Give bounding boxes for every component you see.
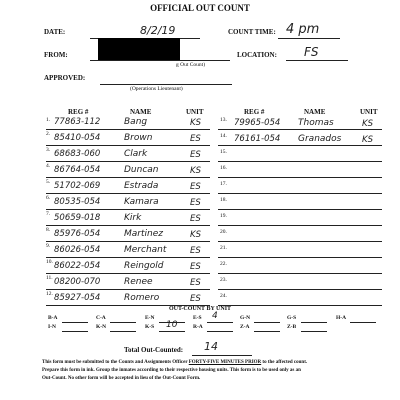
right-row-num: 16. (220, 165, 227, 171)
count-time-line (278, 38, 340, 39)
left-row-num: 5. (46, 179, 51, 185)
right-row-reg: 76161-054 (234, 134, 281, 144)
right-name-header: NAME (304, 108, 326, 116)
left-row-name: Reingold (124, 261, 164, 271)
unit-label-g-n: G-N (240, 315, 251, 321)
right-row-num: 15. (220, 149, 227, 155)
left-row-name: Merchant (124, 245, 167, 255)
unit-value-k-s: 10 (166, 320, 178, 330)
from-line (90, 60, 230, 61)
unit-label-z-b: Z-B (287, 324, 297, 330)
unit-label-g-s: G-S (287, 315, 297, 321)
unit-line-r-a (207, 331, 233, 332)
unit-label-r-a: R-A (193, 324, 203, 330)
left-row-unit: KS (190, 166, 201, 176)
date-label: DATE: (44, 28, 66, 36)
date-value: 8/2/19 (140, 24, 176, 37)
from-caption: g Out Count) (176, 62, 206, 68)
page-title: OFFICIAL OUT COUNT (150, 3, 250, 13)
left-row-unit: ES (190, 262, 201, 272)
left-row-reg: 86764-054 (54, 165, 101, 175)
left-row-line (46, 145, 210, 146)
count-time-label: COUNT TIME: (228, 28, 276, 36)
right-row-line (218, 225, 382, 226)
footer-line-1: This form must be submitted to the Counts and Assignments Officer FORTY-FIVE MINUTES PRIOR to the affected count. (42, 360, 308, 365)
left-row-reg: 08200-070 (54, 277, 101, 287)
right-row-line (218, 241, 382, 242)
left-row-num: 10. (46, 259, 53, 265)
count-time-value: 4 pm (286, 22, 320, 37)
unit-value-e-s: 4 (212, 311, 218, 321)
unit-label-i-n: I-N (48, 324, 56, 330)
left-row-unit: ES (190, 278, 201, 288)
from-label: FROM: (44, 51, 68, 59)
left-row-unit: ES (190, 246, 201, 256)
left-row-name: Clark (124, 149, 148, 159)
left-row-line (46, 193, 210, 194)
unit-line-z-a (254, 331, 280, 332)
left-row-line (46, 161, 210, 162)
left-row-unit: KS (190, 230, 201, 240)
left-row-reg: 85410-054 (54, 133, 101, 143)
right-row-num: 21. (220, 245, 227, 251)
left-row-line (46, 129, 210, 130)
right-row-num: 18. (220, 197, 227, 203)
left-reg-header: REG # (68, 108, 89, 116)
location-line (286, 60, 348, 61)
unit-line-g-n (254, 322, 280, 323)
right-row-reg: 79965-054 (234, 118, 281, 128)
right-row-num: 20. (220, 229, 227, 235)
unit-label-e-n: E-N (145, 315, 155, 321)
total-value: 14 (204, 340, 218, 353)
left-row-name: Estrada (124, 181, 159, 191)
unit-line-k-s (159, 331, 185, 332)
unit-label-k-n: K-N (96, 324, 107, 330)
left-row-reg: 68683-060 (54, 149, 101, 159)
approved-caption: (Operations Lieutenant) (130, 86, 183, 92)
left-row-num: 8. (46, 227, 51, 233)
unit-line-b-a (62, 322, 88, 323)
left-row-num: 1. (46, 117, 51, 123)
right-row-name: Thomas (298, 118, 334, 128)
right-row-unit: KS (362, 135, 373, 145)
right-row-line (218, 209, 382, 210)
left-row-line (46, 225, 210, 226)
left-row-reg: 77863-112 (54, 117, 101, 127)
location-value: FS (304, 45, 319, 59)
left-row-line (46, 177, 210, 178)
right-row-line (218, 193, 382, 194)
right-row-line (218, 129, 382, 130)
right-row-unit: KS (362, 119, 373, 129)
right-row-line (218, 145, 382, 146)
approved-label: APPROVED: (44, 74, 86, 82)
right-row-line (218, 257, 382, 258)
approved-line (100, 84, 232, 85)
left-row-unit: KS (190, 118, 201, 128)
right-row-num: 22. (220, 261, 227, 267)
left-row-line (46, 273, 210, 274)
location-label: LOCATION: (237, 51, 277, 59)
left-row-reg: 86022-054 (54, 261, 101, 271)
left-row-reg: 85927-054 (54, 293, 101, 303)
left-row-num: 2. (46, 131, 51, 137)
unit-label-z-a: Z-A (240, 324, 250, 330)
left-row-unit: ES (190, 150, 201, 160)
footer-line-3: Out-Count. No other form will be accepted in lieu of the Out-Count Form. (42, 376, 201, 381)
left-row-name: Brown (124, 133, 153, 143)
left-row-name: Martinez (124, 229, 163, 239)
left-row-num: 11. (46, 275, 53, 281)
left-row-unit: ES (190, 182, 201, 192)
right-row-num: 13. (220, 117, 227, 123)
unit-line-c-a (110, 322, 136, 323)
left-row-line (46, 257, 210, 258)
left-row-name: Kirk (124, 213, 142, 223)
right-row-num: 23. (220, 277, 227, 283)
left-row-num: 6. (46, 195, 51, 201)
left-row-reg: 80535-054 (54, 197, 101, 207)
unit-label-e-s: E-S (193, 315, 202, 321)
right-row-line (218, 273, 382, 274)
left-row-reg: 85976-054 (54, 229, 101, 239)
right-row-num: 14. (220, 133, 227, 139)
left-row-reg: 86026-054 (54, 245, 101, 255)
right-row-line (218, 177, 382, 178)
left-row-unit: ES (190, 294, 201, 304)
unit-label-h-a: H-A (336, 315, 347, 321)
right-unit-header: UNIT (360, 108, 378, 116)
unit-line-g-s (301, 322, 327, 323)
unit-line-i-n (62, 331, 88, 332)
out-count-by-unit-title: OUT-COUNT BY UNIT (168, 306, 232, 312)
left-name-header: NAME (130, 108, 152, 116)
left-unit-header: UNIT (186, 108, 204, 116)
unit-label-b-a: B-A (48, 315, 58, 321)
unit-label-k-s: K-S (145, 324, 155, 330)
unit-label-c-a: C-A (96, 315, 106, 321)
left-row-num: 9. (46, 243, 51, 249)
left-row-name: Kamara (124, 197, 159, 207)
unit-line-e-s (207, 322, 233, 323)
right-row-num: 17. (220, 181, 227, 187)
right-row-line (218, 161, 382, 162)
unit-line-h-a (350, 322, 376, 323)
total-line (192, 355, 252, 356)
unit-line-z-b (301, 331, 327, 332)
left-row-line (46, 209, 210, 210)
left-row-reg: 51702-069 (54, 181, 101, 191)
right-row-line (218, 289, 382, 290)
footer-line-2: Prepare this form in ink. Group the inmates according to their respective housing units. This form is to be used only as an (42, 368, 301, 373)
total-label: Total Out-Counted: (124, 346, 184, 354)
left-row-unit: ES (190, 198, 201, 208)
right-row-num: 19. (220, 213, 227, 219)
unit-line-k-n (110, 331, 136, 332)
left-row-name: Bang (124, 117, 148, 127)
left-row-name: Romero (124, 293, 160, 303)
redaction-block (98, 38, 180, 60)
left-row-line (46, 289, 210, 290)
left-row-num: 7. (46, 211, 51, 217)
left-row-unit: ES (190, 214, 201, 224)
left-row-reg: 50659-018 (54, 213, 101, 223)
left-row-name: Renee (124, 277, 153, 287)
right-reg-header: REG # (244, 108, 265, 116)
right-row-name: Granados (298, 134, 342, 144)
left-row-num: 4. (46, 163, 51, 169)
left-row-line (46, 241, 210, 242)
left-row-unit: ES (190, 134, 201, 144)
left-row-name: Duncan (124, 165, 159, 175)
left-row-num: 12. (46, 291, 53, 297)
right-row-num: 24. (220, 293, 227, 299)
left-row-num: 3. (46, 147, 51, 153)
